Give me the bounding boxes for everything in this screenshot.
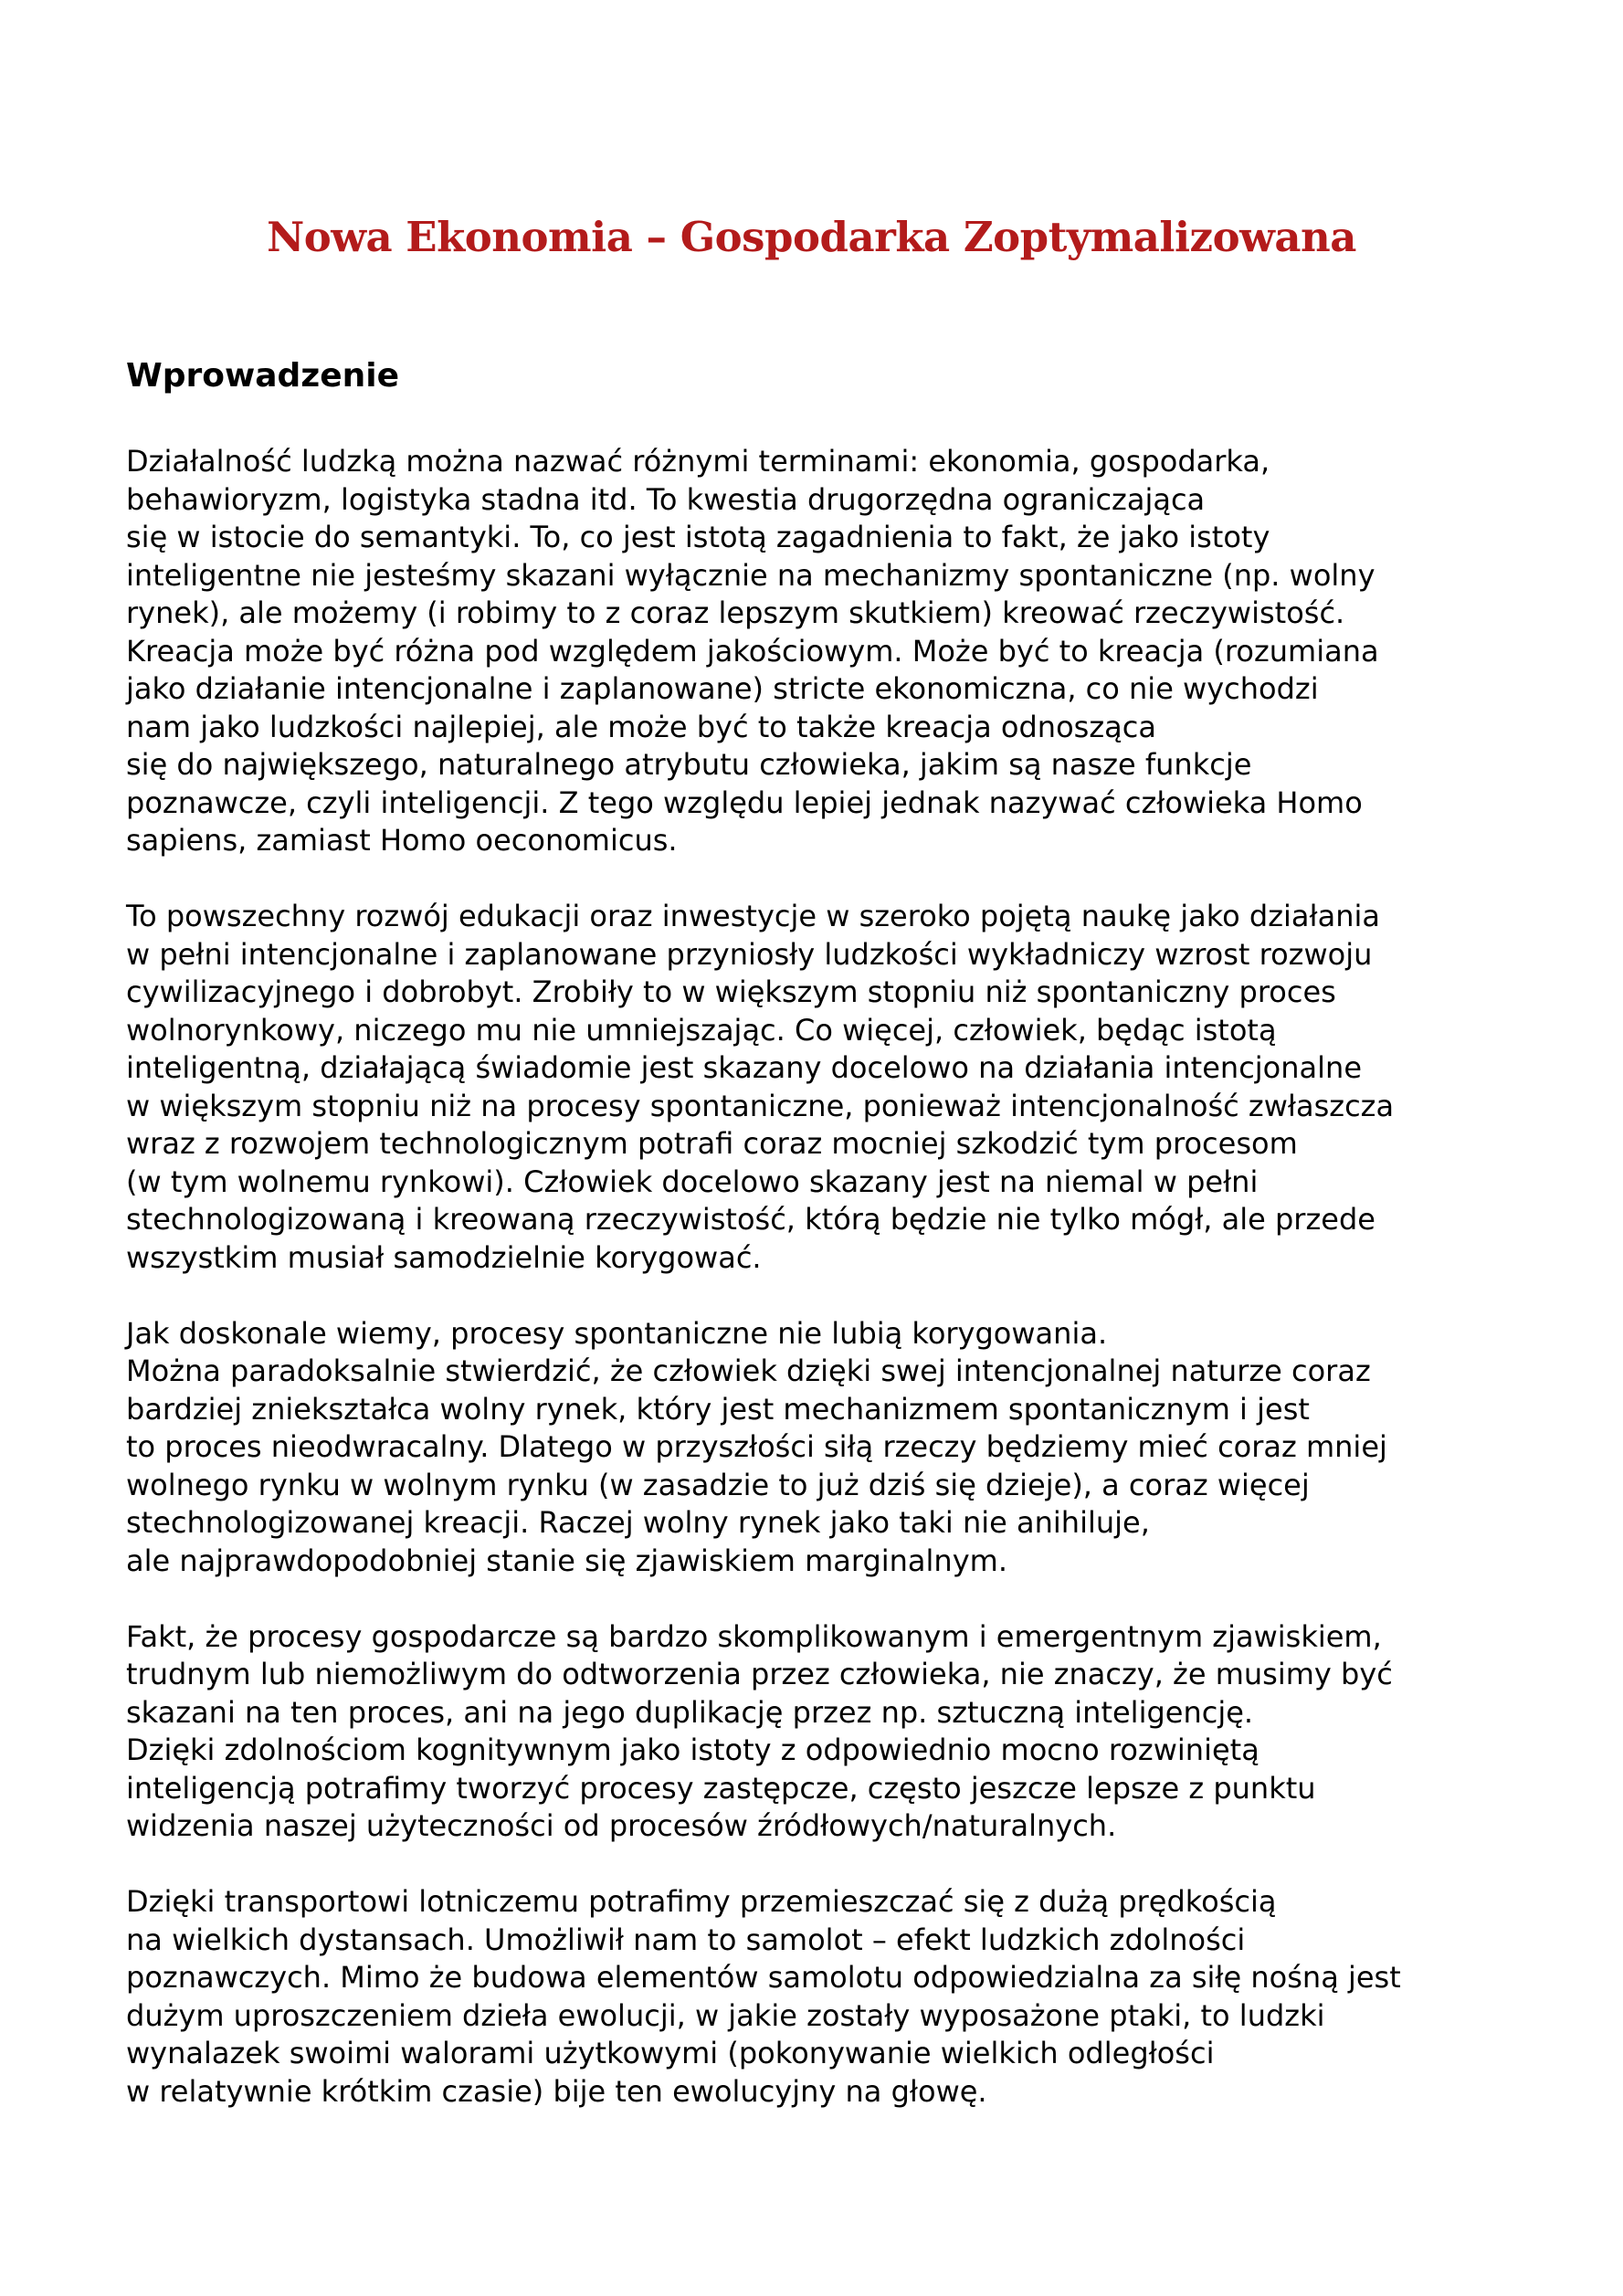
text-line: wolnorynkowy, niczego mu nie umniejszając. Co więcej, człowiek, będąc istotą (126, 1012, 1277, 1048)
text-line: ale najprawdopodobniej stanie się zjawiskiem marginalnym. (126, 1543, 1007, 1578)
text-line: poznawczych. Mimo że budowa elementów samolotu odpowiedzialna za siłę nośną jest (126, 1960, 1401, 1995)
text-line: Jak doskonale wiemy, procesy spontaniczne nie lubią korygowania. (126, 1315, 1108, 1351)
text-line: jako działanie intencjonalne i zaplanowane) stricte ekonomiczna, co nie wychodzi (126, 671, 1319, 706)
text-line: skazani na ten proces, ani na jego duplikację przez np. sztuczną inteligencję. (126, 1694, 1254, 1730)
text-line: behawioryzm, logistyka stadna itd. To kwestia drugorzędna ograniczająca (126, 481, 1206, 517)
text-line: Fakt, że procesy gospodarcze są bardzo skomplikowanym i emergentnym zjawiskiem, (126, 1618, 1382, 1654)
text-line: Dzięki zdolnościom kognitywnym jako istoty z odpowiednio mocno rozwiniętą (126, 1733, 1259, 1767)
text-line: wynalazek swoimi walorami użytkowymi (pokonywanie wielkich odległości (126, 2036, 1215, 2070)
text-line: Można paradoksalnie stwierdzić, że człowiek dzięki swej intencjonalnej naturze coraz (126, 1353, 1371, 1388)
document-body (126, 443, 1514, 2149)
text-line: to proces nieodwracalny. Dlatego w przyszłości siłą rzeczy będziemy mieć coraz mniej (126, 1429, 1387, 1464)
text-line: bardziej zniekształca wolny rynek, który jest mechanizmem spontanicznym i jest (126, 1391, 1310, 1427)
text-line: widzenia naszej użyteczności od procesów źródłowych/naturalnych. (126, 1808, 1117, 1843)
text-line: się do największego, naturalnego atrybutu człowieka, jakim są nasze funkcje (126, 747, 1252, 782)
text-line: w większym stopniu niż na procesy spontaniczne, ponieważ intencjonalność zwłaszcza (126, 1088, 1395, 1123)
text-line: Kreacja może być różna pod względem jakościowym. Może być to kreacja (rozumiana (126, 633, 1379, 669)
text-line: trudnym lub niemożliwym do odtworzenia przez człowieka, nie znaczy, że musimy być (126, 1657, 1393, 1691)
text-line: (w tym wolnemu rynkowi). Człowiek docelowo skazany jest na niemal w pełni (126, 1164, 1259, 1199)
text-line: Dzięki transportowi lotniczemu potrafimy przemieszczać się z dużą prędkością (126, 1884, 1277, 1919)
text-line: stechnologizowanej kreacji. Raczej wolny rynek jako taki nie anihiluje, (126, 1505, 1150, 1540)
text-line: To powszechny rozwój edukacji oraz inwestycje w szeroko pojętą naukę jako działania (126, 899, 1380, 933)
paragraph-3 (126, 1315, 1514, 1581)
text-line: rynek), ale możemy (i robimy to z coraz lepszym skutkiem) kreować rzeczywistość. (126, 595, 1345, 630)
text-line: w relatywnie krótkim czasie) bije ten ewolucyjny na głowę. (126, 2073, 987, 2109)
paragraph-2 (126, 898, 1514, 1277)
text-line: cywilizacyjnego i dobrobyt. Zrobiły to w większym stopniu niż spontaniczny proces (126, 974, 1336, 1009)
text-line: inteligencją potrafimy tworzyć procesy zastępcze, często jeszcze lepsze z punktu (126, 1770, 1316, 1806)
paragraph-4 (126, 1618, 1514, 1846)
text-line: nam jako ludzkości najlepiej, ale może być to także kreacja odnosząca (126, 709, 1156, 744)
text-line: w pełni intencjonalne i zaplanowane przyniosły ludzkości wykładniczy wzrost rozwoju (126, 936, 1373, 972)
text-line: inteligentną, działającą świadomie jest skazany docelowo na działania intencjonalne (126, 1050, 1362, 1085)
text-line: wolnego rynku w wolnym rynku (w zasadzie to już dziś się dzieje), a coraz więcej (126, 1467, 1310, 1502)
text-line: się w istocie do semantyki. To, co jest istotą zagadnienia to fakt, że jako istoty (126, 520, 1270, 554)
text-line: stechnologizowaną i kreowaną rzeczywistość, którą będzie nie tylko mógł, ale przede (126, 1202, 1375, 1237)
document-title: Nowa Ekonomia – Gospodarka Zoptymalizowana (267, 213, 1356, 262)
text-line: Działalność ludzką można nazwać różnymi terminami: ekonomia, gospodarka, (126, 444, 1270, 479)
text-line: inteligentne nie jesteśmy skazani wyłącznie na mechanizmy spontaniczne (np. wolny (126, 557, 1375, 593)
text-line: wraz z rozwojem technologicznym potrafi coraz mocniej szkodzić tym procesom (126, 1126, 1298, 1161)
text-line: na wielkich dystansach. Umożliwił nam to samolot – efekt ludzkich zdolności (126, 1922, 1246, 1957)
text-line: dużym uproszczeniem dzieła ewolucji, w jakie zostały wyposażone ptaki, to ludzki (126, 1997, 1325, 2033)
section-heading: Wprowadzenie (126, 357, 400, 395)
text-line: wszystkim musiał samodzielnie korygować. (126, 1239, 762, 1275)
paragraph-1 (126, 443, 1514, 860)
paragraph-5 (126, 1883, 1514, 2111)
text-line: sapiens, zamiast Homo oeconomicus. (126, 823, 678, 858)
text-line: poznawcze, czyli inteligencji. Z tego względu lepiej jednak nazywać człowieka Homo (126, 785, 1363, 820)
